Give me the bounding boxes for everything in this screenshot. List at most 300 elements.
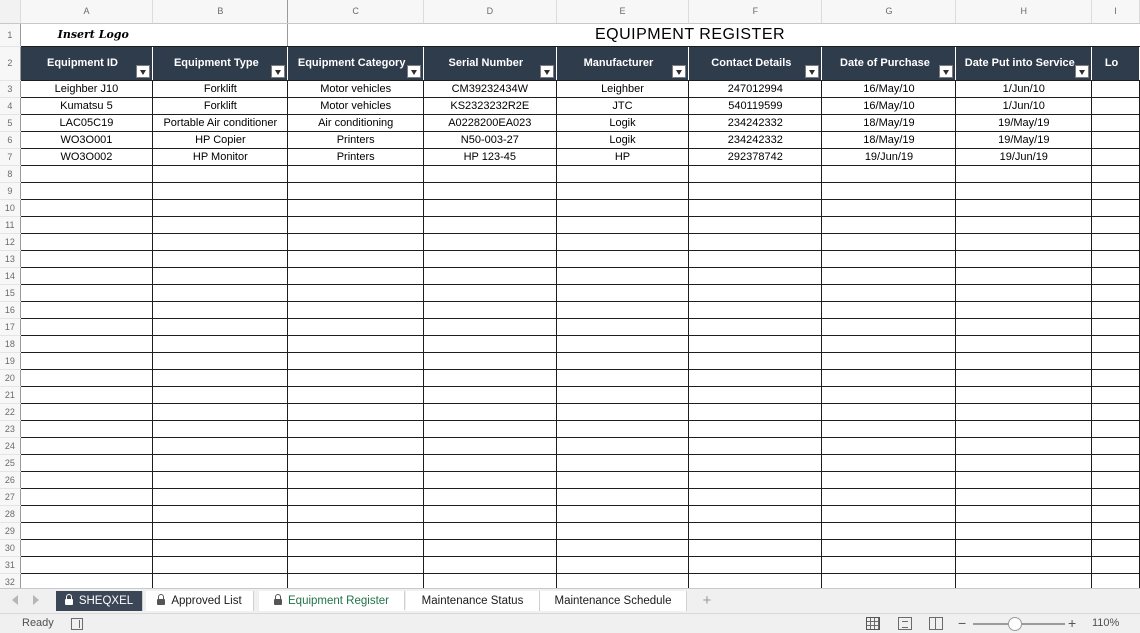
table-cell[interactable]: JTC [556,97,688,114]
table-cell[interactable] [288,301,423,318]
row-number[interactable]: 12 [0,233,20,250]
table-cell[interactable] [956,488,1092,505]
table-cell[interactable]: Forklift [153,97,288,114]
table-cell[interactable] [1092,437,1140,454]
table-cell[interactable] [689,573,822,588]
table-cell[interactable]: 18/May/19 [822,114,956,131]
table-cell[interactable]: Motor vehicles [288,80,423,97]
table-cell[interactable] [956,267,1092,284]
table-cell[interactable] [1092,539,1140,556]
table-cell[interactable]: CM39232434W [423,80,556,97]
row-number[interactable]: 31 [0,556,20,573]
table-cell[interactable] [956,454,1092,471]
column-heading[interactable] [822,46,956,80]
table-cell[interactable]: Logik [556,114,688,131]
row-number[interactable]: 1 [0,23,20,46]
table-cell[interactable] [423,505,556,522]
row-number[interactable]: 30 [0,539,20,556]
table-cell[interactable] [556,233,688,250]
filter-dropdown-icon[interactable] [540,65,554,78]
sheet-tab-maintenance-schedule[interactable] [540,591,687,611]
column-header-a[interactable]: A [20,0,153,23]
row-number[interactable]: 13 [0,250,20,267]
table-cell[interactable] [556,573,688,588]
table-cell[interactable]: 18/May/19 [822,131,956,148]
table-cell[interactable] [689,165,822,182]
table-cell[interactable] [20,403,153,420]
table-cell[interactable] [1092,131,1140,148]
table-cell[interactable] [20,250,153,267]
table-cell[interactable] [689,403,822,420]
table-cell[interactable] [1092,488,1140,505]
table-cell[interactable] [20,216,153,233]
sheet-tab-approved-list[interactable] [146,591,254,611]
table-cell[interactable] [1092,420,1140,437]
table-cell[interactable] [822,471,956,488]
table-cell[interactable] [956,199,1092,216]
table-cell[interactable] [153,488,288,505]
table-cell[interactable] [822,182,956,199]
table-cell[interactable]: 1/Jun/10 [956,97,1092,114]
table-cell[interactable] [556,471,688,488]
table-cell[interactable]: 16/May/10 [822,80,956,97]
table-cell[interactable]: WO3O001 [20,131,153,148]
table-cell[interactable] [1092,454,1140,471]
table-cell[interactable] [20,318,153,335]
table-cell[interactable] [1092,80,1140,97]
sheet-tab-maintenance-status[interactable] [406,591,540,611]
row-number[interactable]: 6 [0,131,20,148]
table-cell[interactable] [153,386,288,403]
table-cell[interactable] [288,556,423,573]
table-cell[interactable] [689,267,822,284]
select-all-corner[interactable] [0,0,20,23]
table-cell[interactable] [822,250,956,267]
column-heading[interactable] [956,46,1092,80]
table-cell[interactable]: 1/Jun/10 [956,80,1092,97]
table-cell[interactable] [153,352,288,369]
table-cell[interactable]: Leighber [556,80,688,97]
table-cell[interactable] [153,284,288,301]
table-cell[interactable] [956,301,1092,318]
table-cell[interactable]: Kumatsu 5 [20,97,153,114]
table-cell[interactable] [153,318,288,335]
table-cell[interactable] [20,522,153,539]
table-cell[interactable] [822,267,956,284]
table-cell[interactable] [689,335,822,352]
filter-dropdown-icon[interactable] [136,65,150,78]
table-cell[interactable] [1092,369,1140,386]
table-cell[interactable] [288,386,423,403]
table-cell[interactable] [153,233,288,250]
table-cell[interactable] [288,539,423,556]
table-cell[interactable] [1092,216,1140,233]
table-cell[interactable] [20,233,153,250]
table-cell[interactable] [956,233,1092,250]
table-cell[interactable] [288,182,423,199]
table-cell[interactable] [1092,301,1140,318]
table-cell[interactable] [423,182,556,199]
table-cell[interactable] [822,437,956,454]
column-heading[interactable] [20,46,153,80]
column-heading[interactable] [288,46,423,80]
table-cell[interactable] [689,488,822,505]
row-number[interactable]: 21 [0,386,20,403]
table-cell[interactable] [20,539,153,556]
table-cell[interactable] [288,454,423,471]
row-number[interactable]: 7 [0,148,20,165]
table-cell[interactable] [153,250,288,267]
table-cell[interactable] [556,386,688,403]
table-cell[interactable] [288,199,423,216]
table-cell[interactable] [689,250,822,267]
table-cell[interactable] [1092,505,1140,522]
page-layout-view-icon[interactable] [898,617,912,630]
table-cell[interactable]: Leighber J10 [20,80,153,97]
table-cell[interactable] [1092,233,1140,250]
table-cell[interactable] [20,284,153,301]
table-cell[interactable] [689,420,822,437]
table-cell[interactable] [153,471,288,488]
normal-view-icon[interactable] [866,617,880,630]
row-number[interactable]: 4 [0,97,20,114]
table-cell[interactable] [556,488,688,505]
column-heading[interactable] [423,46,556,80]
table-cell[interactable] [956,216,1092,233]
table-cell[interactable] [423,386,556,403]
table-cell[interactable] [556,267,688,284]
table-cell[interactable]: 19/Jun/19 [956,148,1092,165]
table-cell[interactable] [153,369,288,386]
table-cell[interactable] [1092,114,1140,131]
column-heading[interactable] [689,46,822,80]
table-cell[interactable] [956,318,1092,335]
zoom-level[interactable]: 110% [1092,617,1120,629]
table-cell[interactable] [288,437,423,454]
table-cell[interactable] [423,573,556,588]
table-cell[interactable] [1092,522,1140,539]
table-cell[interactable] [153,522,288,539]
table-cell[interactable] [1092,403,1140,420]
table-cell[interactable] [153,403,288,420]
row-number[interactable]: 10 [0,199,20,216]
table-cell[interactable] [153,165,288,182]
table-cell[interactable] [556,250,688,267]
table-cell[interactable] [822,301,956,318]
table-cell[interactable]: Printers [288,148,423,165]
table-cell[interactable] [423,335,556,352]
row-number[interactable]: 23 [0,420,20,437]
table-cell[interactable] [556,556,688,573]
table-cell[interactable]: 19/May/19 [956,131,1092,148]
table-cell[interactable] [153,505,288,522]
table-cell[interactable]: 292378742 [689,148,822,165]
table-cell[interactable] [423,352,556,369]
table-cell[interactable]: 16/May/10 [822,97,956,114]
table-cell[interactable] [288,573,423,588]
row-number[interactable]: 24 [0,437,20,454]
table-cell[interactable] [153,454,288,471]
table-cell[interactable] [556,318,688,335]
table-cell[interactable] [423,488,556,505]
table-cell[interactable] [689,233,822,250]
table-cell[interactable] [153,420,288,437]
table-cell[interactable] [20,471,153,488]
row-number[interactable]: 15 [0,284,20,301]
table-cell[interactable] [556,199,688,216]
table-cell[interactable]: HP Copier [153,131,288,148]
table-cell[interactable] [689,522,822,539]
table-cell[interactable] [556,335,688,352]
table-cell[interactable] [20,505,153,522]
table-cell[interactable] [956,165,1092,182]
table-cell[interactable]: 540119599 [689,97,822,114]
column-header-e[interactable]: E [556,0,688,23]
macro-record-icon[interactable] [71,618,83,630]
row-number[interactable]: 19 [0,352,20,369]
table-cell[interactable] [556,182,688,199]
table-cell[interactable] [689,182,822,199]
table-cell[interactable] [689,471,822,488]
table-cell[interactable] [1092,471,1140,488]
table-cell[interactable] [288,267,423,284]
table-cell[interactable] [20,573,153,588]
table-cell[interactable] [689,352,822,369]
table-cell[interactable] [288,250,423,267]
table-cell[interactable] [288,233,423,250]
filter-dropdown-icon[interactable] [407,65,421,78]
table-cell[interactable] [956,471,1092,488]
row-number[interactable]: 3 [0,80,20,97]
table-cell[interactable] [956,420,1092,437]
table-cell[interactable] [689,437,822,454]
row-number[interactable]: 17 [0,318,20,335]
table-cell[interactable] [822,369,956,386]
table-cell[interactable] [822,522,956,539]
zoom-slider-thumb[interactable] [1008,617,1022,631]
table-cell[interactable] [288,403,423,420]
table-cell[interactable] [423,420,556,437]
table-cell[interactable]: HP Monitor [153,148,288,165]
table-cell[interactable] [423,233,556,250]
table-cell[interactable] [956,505,1092,522]
table-cell[interactable] [288,284,423,301]
table-cell[interactable] [20,352,153,369]
table-cell[interactable] [689,369,822,386]
table-cell[interactable] [556,165,688,182]
column-heading[interactable] [153,46,288,80]
table-cell[interactable] [153,199,288,216]
row-number[interactable]: 26 [0,471,20,488]
table-cell[interactable] [20,182,153,199]
table-cell[interactable] [20,369,153,386]
table-cell[interactable]: Air conditioning [288,114,423,131]
table-cell[interactable] [153,437,288,454]
table-cell[interactable] [822,318,956,335]
table-cell[interactable] [822,488,956,505]
zoom-out-button[interactable]: − [958,615,967,631]
column-header-h[interactable]: H [956,0,1092,23]
table-cell[interactable] [822,420,956,437]
table-cell[interactable]: 234242332 [689,131,822,148]
table-cell[interactable] [423,216,556,233]
sheet-tab-equipment-register[interactable] [259,591,405,611]
table-cell[interactable] [20,488,153,505]
table-cell[interactable] [1092,148,1140,165]
table-cell[interactable] [1092,573,1140,588]
table-cell[interactable]: KS2323232R2E [423,97,556,114]
table-cell[interactable] [556,539,688,556]
table-cell[interactable] [956,386,1092,403]
table-cell[interactable]: HP 123-45 [423,148,556,165]
table-cell[interactable] [20,267,153,284]
table-cell[interactable] [556,352,688,369]
table-cell[interactable] [423,454,556,471]
table-cell[interactable] [423,165,556,182]
table-cell[interactable] [822,403,956,420]
table-cell[interactable] [1092,352,1140,369]
row-number[interactable]: 9 [0,182,20,199]
table-cell[interactable] [288,488,423,505]
table-cell[interactable] [956,437,1092,454]
table-cell[interactable]: HP [556,148,688,165]
filter-dropdown-icon[interactable] [939,65,953,78]
table-cell[interactable] [689,284,822,301]
table-cell[interactable]: 19/Jun/19 [822,148,956,165]
table-cell[interactable] [423,471,556,488]
table-cell[interactable] [423,369,556,386]
table-cell[interactable] [423,284,556,301]
filter-dropdown-icon[interactable] [805,65,819,78]
table-cell[interactable] [153,267,288,284]
column-header-i[interactable]: I [1092,0,1140,23]
table-cell[interactable] [1092,250,1140,267]
table-cell[interactable] [20,165,153,182]
filter-dropdown-icon[interactable] [672,65,686,78]
table-cell[interactable] [956,250,1092,267]
table-cell[interactable] [556,301,688,318]
table-cell[interactable] [153,301,288,318]
table-cell[interactable] [153,335,288,352]
table-cell[interactable] [423,403,556,420]
table-cell[interactable] [822,199,956,216]
table-cell[interactable] [20,420,153,437]
column-heading[interactable] [556,46,688,80]
row-number[interactable]: 8 [0,165,20,182]
table-cell[interactable] [1092,335,1140,352]
table-cell[interactable] [1092,556,1140,573]
filter-dropdown-icon[interactable] [271,65,285,78]
table-cell[interactable] [1092,267,1140,284]
add-sheet-button[interactable]: + [702,592,712,609]
table-cell[interactable] [822,573,956,588]
table-cell[interactable] [423,522,556,539]
table-cell[interactable] [423,267,556,284]
filter-dropdown-icon[interactable] [1075,65,1089,78]
table-cell[interactable] [956,352,1092,369]
table-cell[interactable] [423,437,556,454]
row-number[interactable]: 28 [0,505,20,522]
table-cell[interactable]: LAC05C19 [20,114,153,131]
scroll-tabs-left-icon[interactable] [12,595,18,605]
table-cell[interactable]: 234242332 [689,114,822,131]
row-number[interactable]: 22 [0,403,20,420]
logo-placeholder[interactable]: Insert Logo [20,23,288,46]
scroll-tabs-right-icon[interactable] [33,595,39,605]
table-cell[interactable] [956,369,1092,386]
table-cell[interactable] [423,250,556,267]
table-cell[interactable] [20,556,153,573]
table-cell[interactable] [1092,284,1140,301]
row-number[interactable]: 32 [0,573,20,588]
page-title[interactable]: EQUIPMENT REGISTER [288,23,1092,46]
table-cell[interactable] [822,284,956,301]
sheet-cell[interactable] [1092,23,1140,46]
row-number[interactable]: 29 [0,522,20,539]
table-cell[interactable] [153,573,288,588]
table-cell[interactable]: Portable Air conditioner [153,114,288,131]
row-number[interactable]: 27 [0,488,20,505]
row-number[interactable]: 20 [0,369,20,386]
table-cell[interactable] [556,403,688,420]
table-cell[interactable] [556,437,688,454]
table-cell[interactable] [689,454,822,471]
table-cell[interactable] [689,539,822,556]
table-cell[interactable] [956,284,1092,301]
table-cell[interactable] [822,386,956,403]
table-cell[interactable] [822,505,956,522]
table-cell[interactable] [822,539,956,556]
table-cell[interactable] [956,335,1092,352]
row-number[interactable]: 18 [0,335,20,352]
table-cell[interactable] [288,216,423,233]
table-cell[interactable] [423,199,556,216]
table-cell[interactable] [556,522,688,539]
table-cell[interactable] [423,318,556,335]
table-cell[interactable]: A0228200EA023 [423,114,556,131]
table-cell[interactable] [20,199,153,216]
table-cell[interactable] [423,539,556,556]
table-cell[interactable]: Printers [288,131,423,148]
table-cell[interactable] [153,539,288,556]
table-cell[interactable] [822,556,956,573]
table-cell[interactable]: 247012994 [689,80,822,97]
table-cell[interactable] [689,199,822,216]
table-cell[interactable] [20,335,153,352]
zoom-in-button[interactable]: + [1068,615,1077,631]
table-cell[interactable] [689,386,822,403]
table-cell[interactable] [822,335,956,352]
table-cell[interactable] [956,539,1092,556]
table-cell[interactable] [956,522,1092,539]
table-cell[interactable] [288,318,423,335]
table-cell[interactable] [822,165,956,182]
table-cell[interactable] [288,335,423,352]
table-cell[interactable]: WO3O002 [20,148,153,165]
row-number[interactable]: 14 [0,267,20,284]
table-cell[interactable] [689,216,822,233]
table-cell[interactable] [153,216,288,233]
table-cell[interactable] [288,352,423,369]
table-cell[interactable] [288,165,423,182]
column-header-g[interactable]: G [822,0,956,23]
row-number[interactable]: 11 [0,216,20,233]
column-header-b[interactable]: B [153,0,288,23]
table-cell[interactable] [288,522,423,539]
column-header-f[interactable]: F [689,0,822,23]
table-cell[interactable] [822,216,956,233]
table-cell[interactable] [689,505,822,522]
